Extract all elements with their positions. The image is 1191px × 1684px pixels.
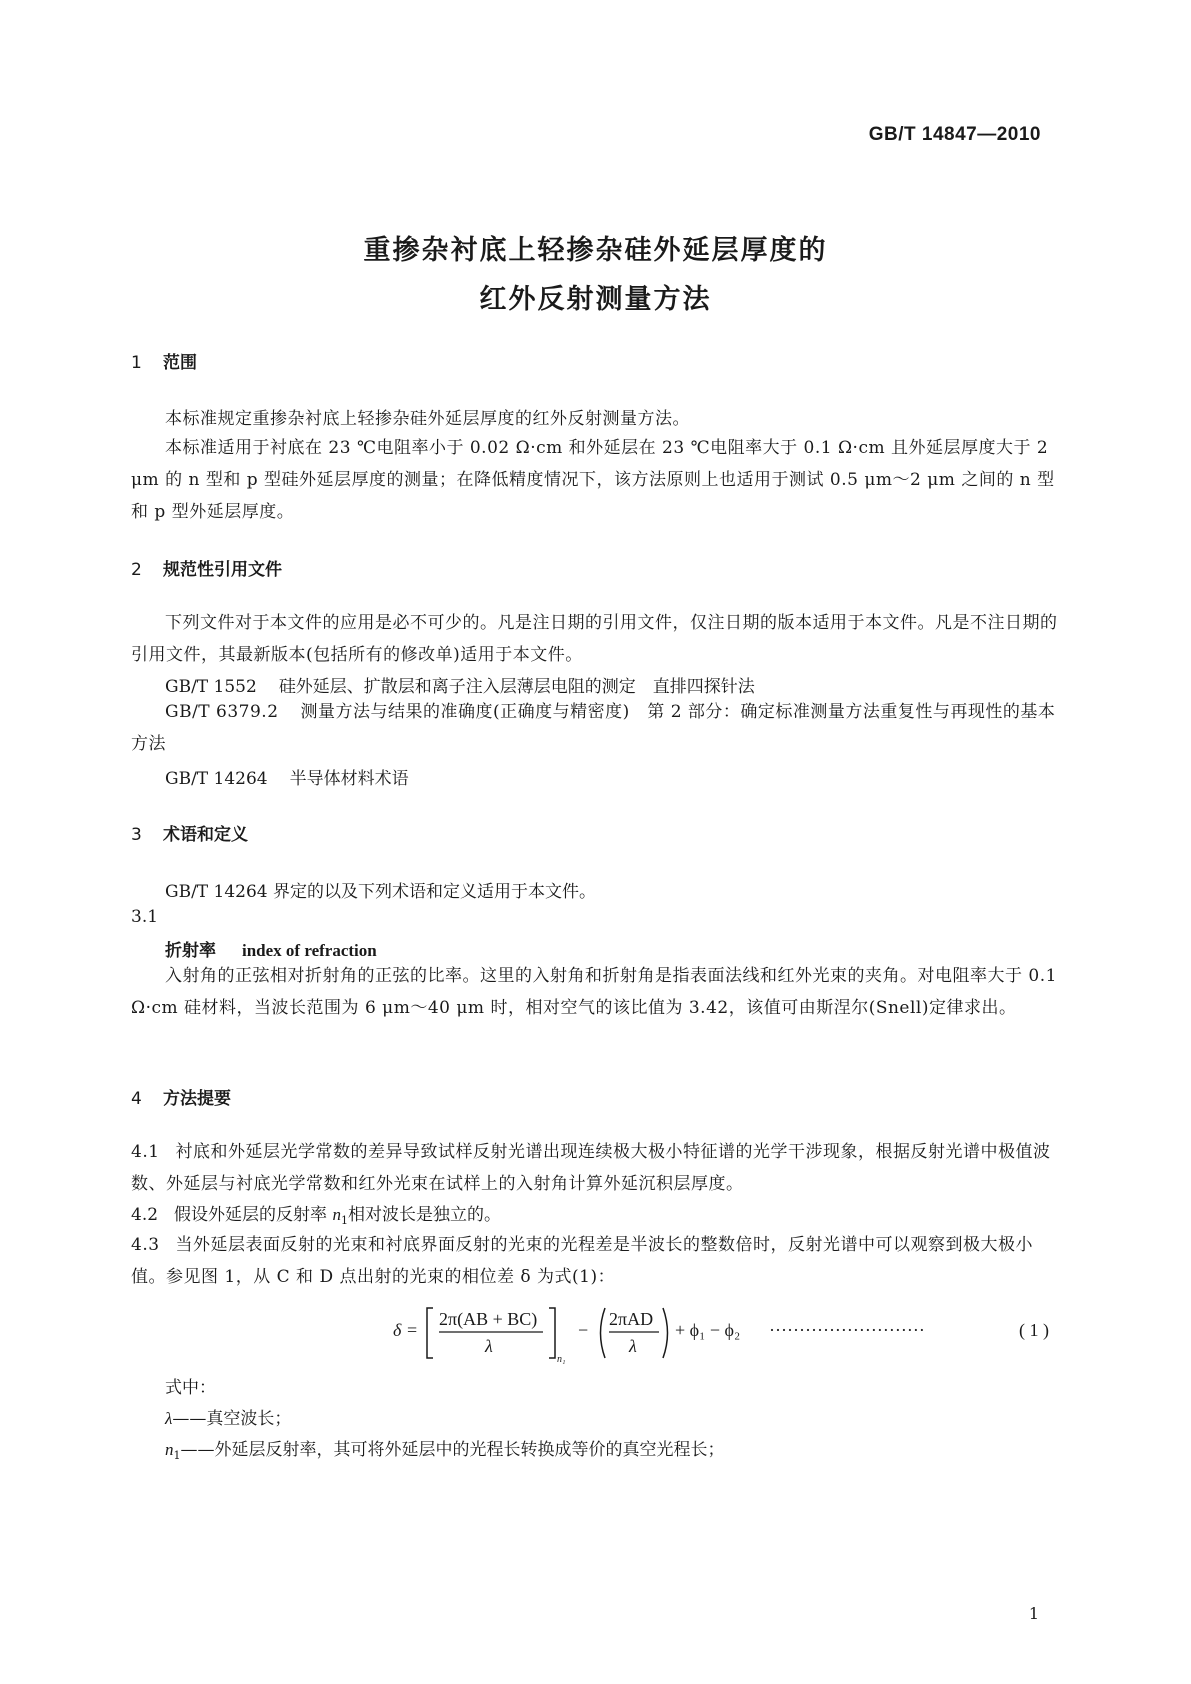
- reference-code: GB/T 14264: [165, 769, 268, 789]
- clause-number: 4.2: [131, 1205, 159, 1225]
- document-title-line2: 红外反射测量方法: [479, 284, 712, 315]
- term-english: index of refraction: [242, 941, 377, 960]
- clause-number: 4.3: [131, 1235, 160, 1255]
- clause-4-2: [131, 1200, 501, 1227]
- reference-title: 硅外延层、扩散层和离子注入层薄层电阻的测定 直排四探针法: [278, 677, 755, 697]
- section-3-paragraph-1: GB/T 14264 界定的以及下列术语和定义适用于本文件。: [165, 882, 597, 902]
- formula-equals: =: [407, 1320, 418, 1340]
- page-number: 1: [1028, 1604, 1039, 1623]
- definition-text: ——真空波长；: [172, 1409, 292, 1429]
- clause-text: 相对波长是独立的。: [347, 1205, 501, 1225]
- right-bracket: [549, 1308, 555, 1358]
- formula-subscript: n₁: [557, 1354, 566, 1365]
- where-label: 式中：: [165, 1378, 216, 1398]
- standard-code: GB/T 14847—2010: [868, 124, 1041, 145]
- section-1-heading: [131, 348, 197, 373]
- section-4-heading: [131, 1084, 231, 1109]
- equation-label: ( 1 ): [1019, 1320, 1049, 1340]
- clause-text: 当外延层表面反射的光束和衬底界面反射的光束的光程差是半波长的整数倍时，反射光谱中可以观察到极大极小值。参见图 1，从 C 和 D 点出射的光束的相位差 δ 为式(1)：: [131, 1235, 1034, 1287]
- term-number: 3.1: [131, 907, 159, 927]
- definition-lambda: [165, 1404, 291, 1429]
- subscript: 1: [340, 1214, 348, 1227]
- left-paren: [601, 1308, 606, 1358]
- definition-text: ——外延层反射率，其可将外延层中的光程长转换成等价的真空光程长；: [180, 1440, 725, 1460]
- formula-numerator-1: 2π(AB + BC): [439, 1309, 538, 1329]
- clause-4-1: [131, 1136, 1059, 1200]
- clause-text: 衬底和外延层光学常数的差异导致试样反射光谱出现连续极大极小特征谱的光学干涉现象，根据反射光谱中极值波数、外延层与衬底光学常数和红外光束在试样上的入射角计算外延沉积层厚度。: [131, 1142, 1051, 1194]
- section-1-paragraph-2: 本标准适用于衬底在 23 ℃电阻率小于 0.02 Ω·cm 和外延层在 23 ℃电阻率大于 0.1 Ω·cm 且外延层厚度大于 2 μm 的 n 型和 p 型硅外延层厚度的测量；在降低精度情况下，该方法原则上也适用于测试 0.5 μm～2 μm 之间的 n 型和 p 型外延层厚度。: [131, 438, 1055, 522]
- formula-numerator-2: 2πAD: [609, 1309, 654, 1329]
- reference-code: GB/T 1552: [165, 677, 257, 697]
- document-title-line1: 重掺杂衬底上轻掺杂硅外延层厚度的: [363, 235, 828, 266]
- reference-item: [165, 672, 755, 697]
- symbol-n: n: [165, 1440, 174, 1459]
- section-3-heading: [131, 820, 248, 845]
- reference-title: 测量方法与结果的准确度(正确度与精密度) 第 2 部分：确定标准测量方法重复性与再现性的基本方法: [131, 702, 1056, 754]
- formula-minus: −: [578, 1320, 589, 1340]
- section-title: 术语和定义: [163, 825, 248, 845]
- formula-denominator-2: λ: [629, 1336, 637, 1356]
- section-1-paragraph-1: 本标准规定重掺杂衬底上轻掺杂硅外延层厚度的红外反射测量方法。: [165, 409, 690, 429]
- formula-tail: + ϕ₁ − ϕ₂: [675, 1320, 741, 1340]
- section-2-heading: [131, 555, 282, 580]
- reference-item: [165, 764, 409, 789]
- clause-text: 假设外延层的反射率: [174, 1205, 333, 1225]
- term-entry: [165, 936, 377, 961]
- left-bracket: [427, 1308, 433, 1358]
- clause-number: 4.1: [131, 1142, 160, 1162]
- term-definition: 入射角的正弦相对折射角的正弦的比率。这里的入射角和折射角是指表面法线和红外光束的夹角。对电阻率大于 0.1 Ω·cm 硅材料，当波长范围为 6 μm～40 μm 时，相对空气的该比值为 3.42，该值可由斯涅尔(Snell)定律求出。: [131, 966, 1057, 1018]
- right-paren: [663, 1308, 668, 1358]
- formula-dots: ··························: [769, 1320, 925, 1340]
- reference-title: 半导体材料术语: [289, 769, 409, 789]
- reference-code: GB/T 6379.2: [165, 702, 279, 722]
- reference-item: [131, 696, 1059, 760]
- clause-4-3: [131, 1229, 1059, 1293]
- term-chinese: 折射率: [165, 941, 216, 961]
- symbol-lambda: λ: [165, 1409, 173, 1428]
- section-number: 2: [131, 560, 142, 580]
- definition-n1: [165, 1435, 725, 1462]
- variable-n: n: [332, 1205, 341, 1224]
- formula-denominator-1: λ: [485, 1336, 493, 1356]
- section-number: 3: [131, 825, 142, 845]
- equation-1: [393, 1296, 1061, 1366]
- formula-lhs: δ: [393, 1320, 402, 1340]
- section-title: 方法提要: [163, 1089, 231, 1109]
- subscript: 1: [173, 1449, 181, 1462]
- section-2-paragraph-1: 下列文件对于本文件的应用是必不可少的。凡是注日期的引用文件，仅注日期的版本适用于本文件。凡是不注日期的引用文件，其最新版本(包括所有的修改单)适用于本文件。: [131, 613, 1058, 665]
- section-number: 4: [131, 1089, 142, 1109]
- section-title: 范围: [163, 353, 197, 373]
- section-number: 1: [131, 353, 142, 373]
- section-title: 规范性引用文件: [163, 560, 282, 580]
